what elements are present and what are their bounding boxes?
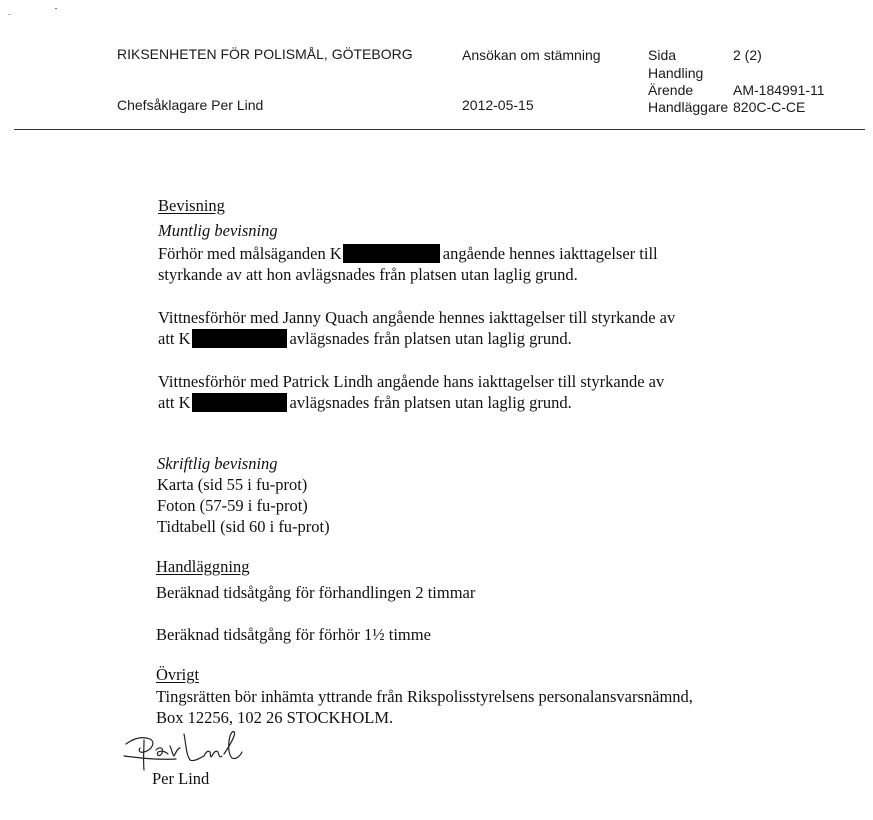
- meta-label-handling: Handling: [648, 65, 704, 81]
- heading-handlaggning: Handläggning: [156, 557, 250, 576]
- heading-muntlig-bevisning: Muntlig bevisning: [158, 221, 278, 240]
- paragraph-3-line-2: [158, 392, 572, 413]
- paragraph-3-line-1: Vittnesförhör med Patrick Lindh angående hans iakttagelser till styrkande av: [158, 372, 665, 391]
- redaction-box: [343, 244, 440, 263]
- text-segment: avlägsnades från platsen utan laglig grund.: [289, 393, 572, 412]
- text-segment: avlägsnades från platsen utan laglig grund.: [289, 329, 572, 348]
- ovrigt-line-1: Tingsrätten bör inhämta yttrande från Rikspolisstyrelsens personalansvarsnämnd,: [156, 687, 693, 706]
- handlaggning-line-1: Beräknad tidsåtgång för förhandlingen 2 timmar: [156, 583, 476, 602]
- meta-label-sida: Sida: [648, 47, 677, 63]
- list-item: Tidtabell (sid 60 i fu-prot): [157, 517, 330, 536]
- redaction-box: [192, 393, 287, 412]
- redaction-box: [192, 329, 287, 348]
- paragraph-2-line-1: Vittnesförhör med Janny Quach angående hennes iakttagelser till styrkande av: [158, 308, 676, 327]
- paragraph-2-line-2: [158, 328, 572, 349]
- list-item: Foton (57-59 i fu-prot): [157, 496, 308, 515]
- meta-label-handlaggare: Handläggare: [648, 99, 729, 115]
- meta-value-sida: 2 (2): [733, 47, 762, 63]
- scan-speck: [8, 14, 11, 15]
- header-office: RIKSENHETEN FÖR POLISMÅL, GÖTEBORG: [117, 46, 413, 62]
- signatory-name: Per Lind: [152, 769, 210, 788]
- text-segment: Förhör med målsäganden K: [158, 244, 342, 263]
- heading-ovrigt: Övrigt: [156, 665, 200, 684]
- meta-value-handlaggare: 820C-C-CE: [733, 99, 806, 115]
- meta-label-arende: Ärende: [648, 82, 694, 98]
- handlaggning-line-2: Beräknad tidsåtgång för förhör 1½ timme: [156, 625, 431, 644]
- meta-value-arende: AM-184991-11: [733, 82, 825, 98]
- heading-skriftlig-bevisning: Skriftlig bevisning: [157, 454, 278, 473]
- scan-speck: [55, 8, 57, 9]
- list-item: Karta (sid 55 i fu-prot): [157, 475, 308, 494]
- header-prosecutor: Chefsåklagare Per Lind: [117, 97, 264, 113]
- text-segment: angående hennes iakttagelser till: [442, 244, 658, 263]
- text-segment: att K: [158, 393, 191, 412]
- header-date: 2012-05-15: [462, 97, 534, 113]
- heading-bevisning: Bevisning: [158, 196, 225, 215]
- text-segment: att K: [158, 329, 191, 348]
- header-rule: [14, 129, 865, 130]
- paragraph-1-line-2: styrkande av att hon avlägsnades från platsen utan laglig grund.: [158, 265, 578, 284]
- ovrigt-line-2: Box 12256, 102 26 STOCKHOLM.: [156, 708, 394, 727]
- header-doc-type: Ansökan om stämning: [462, 47, 601, 63]
- paragraph-1-line-1: [158, 243, 658, 264]
